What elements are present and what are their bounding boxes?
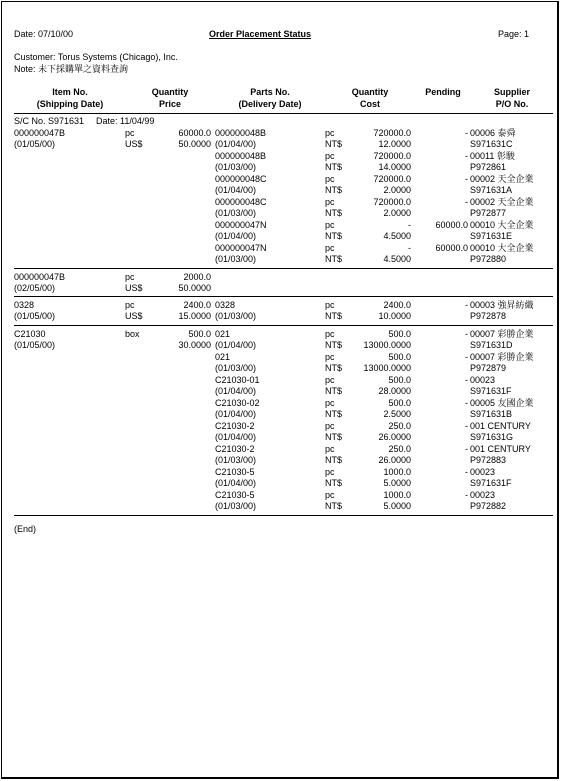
cost-unit-cell: NT$ (325, 432, 343, 442)
order-line (0, 254, 562, 266)
order-line (0, 340, 562, 352)
pending-cell: - (465, 299, 468, 310)
cost-unit-cell: pc (325, 242, 335, 253)
order-line (0, 329, 562, 341)
cost-unit-cell: NT$ (325, 386, 343, 396)
cost-unit-cell: pc (325, 351, 335, 362)
supplier-cell: S971631B (470, 409, 513, 419)
part-cell: C21030-2 (215, 420, 255, 431)
order-line (0, 162, 562, 174)
supplier-cell: 00023 (470, 374, 496, 385)
sc-header: S/C No. S971631 Date: 11/04/99 (14, 116, 155, 126)
cost-unit-cell: NT$ (325, 478, 343, 488)
supplier-cell: S971631F (470, 386, 512, 396)
cost-unit-cell: NT$ (325, 231, 343, 241)
order-line (0, 272, 562, 284)
order-line (0, 151, 562, 163)
cost-unit-cell: NT$ (325, 340, 343, 350)
part-cell: 000000048B (215, 150, 267, 161)
order-line (0, 174, 562, 186)
cost-unit-cell: pc (325, 489, 335, 500)
cost-cell: 720000.0 (373, 196, 411, 207)
pending-cell: - (465, 489, 468, 500)
supplier-cell: 00007 彩勝企業 (470, 351, 534, 362)
cost-unit-cell: pc (325, 420, 335, 431)
cost-cell: 2.0000 (383, 208, 411, 218)
cost-cell: 28.0000 (378, 386, 411, 396)
item-cell: (01/05/00) (14, 340, 56, 350)
cost-cell: 14.0000 (378, 162, 411, 172)
order-line (0, 455, 562, 467)
cost-unit-cell: pc (325, 374, 335, 385)
part-cell: 000000048C (215, 196, 267, 207)
supplier-cell: 00010 大全企業 (470, 242, 534, 253)
pending-cell: 60000.0 (435, 242, 468, 253)
supplier-cell: S971631D (470, 340, 513, 350)
cost-unit-cell: pc (325, 466, 335, 477)
item-cell: (01/05/00) (14, 311, 56, 321)
pending-cell: - (465, 466, 468, 477)
price-qty-cell: 60000.0 (178, 127, 211, 138)
part-cell: (01/04/00) (215, 139, 257, 149)
part-cell: (01/04/00) (215, 386, 257, 396)
cost-unit-cell: pc (325, 127, 335, 138)
supplier-cell: S971631A (470, 185, 513, 195)
supplier-cell: P972877 (470, 208, 507, 218)
pending-cell: 60000.0 (435, 219, 468, 230)
part-cell: 000000047N (215, 242, 267, 253)
group-rule-2 (14, 296, 553, 297)
order-line (0, 432, 562, 444)
cost-unit-cell: NT$ (325, 208, 343, 218)
cost-unit-cell: NT$ (325, 455, 343, 465)
part-cell: C21030-02 (215, 397, 260, 408)
supplier-cell: 001 CENTURY (470, 443, 531, 454)
cost-cell: 2400.0 (383, 299, 411, 310)
cost-cell: 720000.0 (373, 173, 411, 184)
part-cell: (01/04/00) (215, 340, 257, 350)
part-cell: C21030-2 (215, 443, 255, 454)
cost-unit-cell: pc (325, 150, 335, 161)
order-line (0, 128, 562, 140)
item-cell: C21030 (14, 328, 46, 339)
pending-cell: - (465, 173, 468, 184)
cost-unit-cell: NT$ (325, 162, 343, 172)
cost-cell: 1000.0 (383, 489, 411, 500)
group-rule-3 (14, 325, 553, 326)
order-line (0, 375, 562, 387)
col-quantity-cost-header: Quantity Cost (351, 87, 389, 109)
supplier-cell: 00003 強昇紡織 (470, 299, 534, 310)
col-supplier-header: Supplier P/O No. (493, 87, 530, 109)
cost-cell: 5.0000 (383, 478, 411, 488)
cost-cell: 4.5000 (383, 231, 411, 241)
cost-unit-cell: pc (325, 328, 335, 339)
part-cell: C21030-5 (215, 466, 255, 477)
item-cell: (01/05/00) (14, 139, 56, 149)
cost-cell: 10.0000 (378, 311, 411, 321)
order-line (0, 386, 562, 398)
order-line (0, 139, 562, 151)
supplier-cell: 00002 天全企業 (470, 173, 534, 184)
part-cell: 021 (215, 328, 231, 339)
cost-cell: 12.0000 (378, 139, 411, 149)
price-qty-cell: 50.0000 (178, 139, 211, 149)
unit-cell: US$ (125, 139, 143, 149)
cost-cell: - (408, 219, 411, 230)
supplier-cell: 00023 (470, 489, 496, 500)
price-qty-cell: 2000.0 (183, 271, 211, 282)
supplier-cell: 00005 友國企業 (470, 397, 534, 408)
order-line (0, 352, 562, 364)
col-pending-header: Pending (425, 87, 461, 97)
pending-cell: - (465, 127, 468, 138)
pending-cell: - (465, 351, 468, 362)
cost-unit-cell: pc (325, 173, 335, 184)
cost-cell: 2.0000 (383, 185, 411, 195)
report-date: Date: 07/10/00 (14, 29, 74, 39)
customer: Customer: Torus Systems (Chicago), Inc. (14, 52, 178, 62)
part-cell: (01/04/00) (215, 231, 257, 241)
unit-cell: pc (125, 271, 135, 282)
price-qty-cell: 50.0000 (178, 283, 211, 293)
supplier-cell: S971631G (470, 432, 514, 442)
order-line (0, 490, 562, 502)
item-cell: 000000047B (14, 271, 66, 282)
supplier-cell: 00007 彩勝企業 (470, 328, 534, 339)
order-line (0, 409, 562, 421)
part-cell: (01/03/00) (215, 455, 257, 465)
cost-cell: 250.0 (388, 443, 411, 454)
cost-unit-cell: NT$ (325, 139, 343, 149)
cost-cell: - (408, 242, 411, 253)
cost-cell: 720000.0 (373, 150, 411, 161)
part-cell: (01/03/00) (215, 208, 257, 218)
order-line (0, 283, 562, 295)
unit-cell: US$ (125, 311, 143, 321)
end-marker: (End) (14, 524, 37, 534)
part-cell: (01/04/00) (215, 185, 257, 195)
cost-unit-cell: pc (325, 196, 335, 207)
order-line (0, 300, 562, 312)
pending-cell: - (465, 443, 468, 454)
order-line (0, 231, 562, 243)
order-line (0, 363, 562, 375)
cost-unit-cell: NT$ (325, 254, 343, 264)
order-line (0, 208, 562, 220)
order-line (0, 444, 562, 456)
cost-cell: 500.0 (388, 328, 411, 339)
price-qty-cell: 2400.0 (183, 299, 211, 310)
cost-unit-cell: pc (325, 397, 335, 408)
unit-cell: pc (125, 127, 135, 138)
item-cell: (02/05/00) (14, 283, 56, 293)
part-cell: (01/04/00) (215, 478, 257, 488)
cost-unit-cell: pc (325, 219, 335, 230)
supplier-cell: P972880 (470, 254, 507, 264)
cost-cell: 720000.0 (373, 127, 411, 138)
supplier-cell: S971631F (470, 478, 512, 488)
order-line (0, 243, 562, 255)
cost-unit-cell: NT$ (325, 363, 343, 373)
pending-cell: - (465, 420, 468, 431)
part-cell: 021 (215, 351, 231, 362)
cost-cell: 13000.0000 (363, 363, 411, 373)
cost-cell: 2.5000 (383, 409, 411, 419)
part-cell: (01/03/00) (215, 311, 257, 321)
col-quantity-price-header: Quantity Price (151, 87, 189, 109)
part-cell: C21030-5 (215, 489, 255, 500)
order-line (0, 220, 562, 232)
cost-cell: 500.0 (388, 351, 411, 362)
pending-cell: - (465, 397, 468, 408)
pending-cell: - (465, 374, 468, 385)
end-rule (14, 515, 553, 516)
pending-cell: - (465, 196, 468, 207)
supplier-cell: 00023 (470, 466, 496, 477)
order-line (0, 311, 562, 323)
unit-cell: pc (125, 299, 135, 310)
cost-unit-cell: pc (325, 299, 335, 310)
supplier-cell: P972879 (470, 363, 507, 373)
cost-cell: 13000.0000 (363, 340, 411, 350)
pending-cell: - (465, 150, 468, 161)
part-cell: 000000048C (215, 173, 267, 184)
order-line (0, 467, 562, 479)
order-line (0, 197, 562, 209)
part-cell: (01/03/00) (215, 254, 257, 264)
supplier-cell: S971631E (470, 231, 513, 241)
supplier-cell: P972882 (470, 501, 507, 511)
unit-cell: box (125, 328, 140, 339)
supplier-cell: 00011 彰駿 (470, 150, 515, 161)
supplier-cell: 00002 天全企業 (470, 196, 534, 207)
note: Note: 未下採購單之資料查詢 (14, 64, 129, 74)
cost-cell: 26.0000 (378, 432, 411, 442)
col-parts-header: Parts No. (Delivery Date) (238, 87, 302, 109)
order-line (0, 185, 562, 197)
cost-cell: 5.0000 (383, 501, 411, 511)
header-rule (14, 113, 553, 114)
part-cell: 000000048B (215, 127, 267, 138)
part-cell: 000000047N (215, 219, 267, 230)
page-number: Page: 1 (498, 29, 530, 39)
price-qty-cell: 30.0000 (178, 340, 211, 350)
price-qty-cell: 500.0 (188, 328, 211, 339)
order-line (0, 478, 562, 490)
supplier-cell: P972878 (470, 311, 507, 321)
cost-unit-cell: NT$ (325, 185, 343, 195)
report-title: Order Placement Status (209, 29, 312, 39)
unit-cell: US$ (125, 283, 143, 293)
supplier-cell: 001 CENTURY (470, 420, 531, 431)
order-line (0, 421, 562, 433)
supplier-cell: P972883 (470, 455, 507, 465)
cost-unit-cell: pc (325, 443, 335, 454)
supplier-cell: P972861 (470, 162, 507, 172)
cost-unit-cell: NT$ (325, 501, 343, 511)
cost-cell: 1000.0 (383, 466, 411, 477)
pending-cell: - (465, 328, 468, 339)
order-line (0, 398, 562, 410)
supplier-cell: 00006 泰舜 (470, 127, 516, 138)
part-cell: (01/03/00) (215, 501, 257, 511)
part-cell: 0328 (215, 299, 236, 310)
order-line (0, 501, 562, 513)
col-item-header: Item No. (Shipping Date) (36, 87, 104, 109)
part-cell: (01/04/00) (215, 432, 257, 442)
supplier-cell: 00010 大全企業 (470, 219, 534, 230)
cost-unit-cell: NT$ (325, 311, 343, 321)
price-qty-cell: 15.0000 (178, 311, 211, 321)
supplier-cell: S971631C (470, 139, 513, 149)
cost-unit-cell: NT$ (325, 409, 343, 419)
group-rule-1 (14, 268, 553, 269)
part-cell: C21030-01 (215, 374, 260, 385)
item-cell: 000000047B (14, 127, 66, 138)
item-cell: 0328 (14, 299, 35, 310)
cost-cell: 500.0 (388, 374, 411, 385)
part-cell: (01/04/00) (215, 409, 257, 419)
part-cell: (01/03/00) (215, 162, 257, 172)
part-cell: (01/03/00) (215, 363, 257, 373)
cost-cell: 26.0000 (378, 455, 411, 465)
cost-cell: 500.0 (388, 397, 411, 408)
cost-cell: 250.0 (388, 420, 411, 431)
cost-cell: 4.5000 (383, 254, 411, 264)
